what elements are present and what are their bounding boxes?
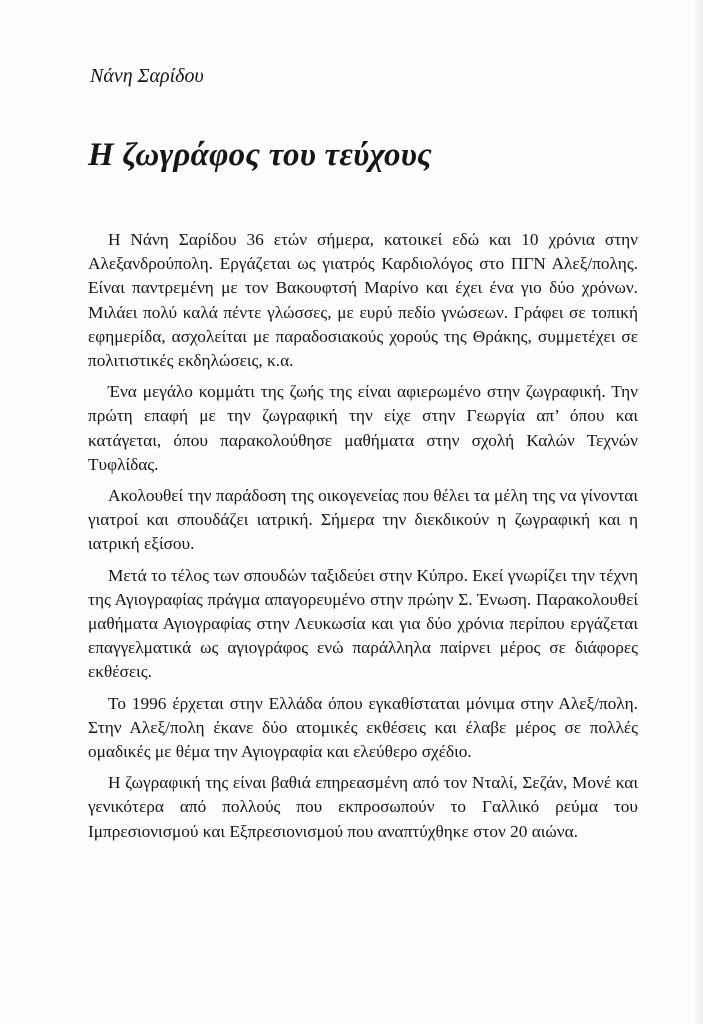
- paragraph: Ένα μεγάλο κομμάτι της ζωής της είναι αφιερωμένο στην ζωγραφική. Την πρώτη επαφή με την ζωγραφική την είχε στην Γεωργία απ’ όπου και κατάγεται, όπου παρακολούθησε μαθήματα στην σχολή Καλών Τεχνών Τυφλίδας.: [88, 382, 638, 474]
- paragraph: Η Νάνη Σαρίδου 36 ετών σήμερα, κατοικεί εδώ και 10 χρόνια στην Αλεξανδρούπολη. Εργάζεται ως γιατρός Καρδιολόγος στο ΠΓΝ Αλεξ/πολης. Είναι παντρεμένη με τον Βακουφτσή Μαρίνο και έχει ένα γιο δύο χρόνων. Μιλάει πολύ καλά πέντε γλώσσες, με ευρύ πεδίο γνώσεων. Γράφει σε τοπική εφημερίδα, ασχολείται με παραδοσιακούς χορούς της Θράκης, συμμετέχει σε πολιτιστικές εκδηλώσεις, κ.α.: [88, 230, 638, 371]
- paragraph: Η ζωγραφική της είναι βαθιά επηρεασμένη από τον Νταλί, Σεζάν, Μονέ και γενικότερα από πολλούς που εκπροσωπούν το Γαλλικό ρεύμα του Ιμπρεσιονισμού και Εξπρεσιονισμού που αναπτύχθηκε στον 20 αιώνα.: [88, 773, 638, 841]
- paragraph: Το 1996 έρχεται στην Ελλάδα όπου εγκαθίσταται μόνιμα στην Αλεξ/πολη. Στην Αλεξ/πολη έκανε δύο ατομικές εκθέσεις και έλαβε μέρος σε πολλές ομαδικές με θέμα την Αγιογραφία και ελεύθερο σχέδιο.: [88, 693, 638, 762]
- article-title: Η ζωγράφος του τεύχους: [88, 137, 432, 173]
- paragraph: Ακολουθεί την παράδοση της οικογενείας που θέλει τα μέλη της να γίνονται γιατροί και σπουδάζει ιατρική. Σήμερα την διεκδικούν η ζωγραφική και η ιατρική εξίσου.: [88, 486, 638, 554]
- page-edge-shadow: [693, 0, 703, 1024]
- article-body: [88, 228, 638, 851]
- paragraph: Μετά το τέλος των σπουδών ταξιδεύει στην Κύπρο. Εκεί γνωρίζει την τέχνη της Αγιογραφίας πράγμα απαγορευμένο στην πρώην Σ. Ένωση. Παρακολουθεί μαθήματα Αγιογραφίας στην Λευκωσία και για δύο χρόνια περίπου εργάζεται επαγγελματικά ως αγιογράφος ενώ παράλληλα παίρνει μέρος σε διάφορες εκθέσεις.: [88, 565, 639, 682]
- author-name: Νάνη Σαρίδου: [90, 65, 204, 87]
